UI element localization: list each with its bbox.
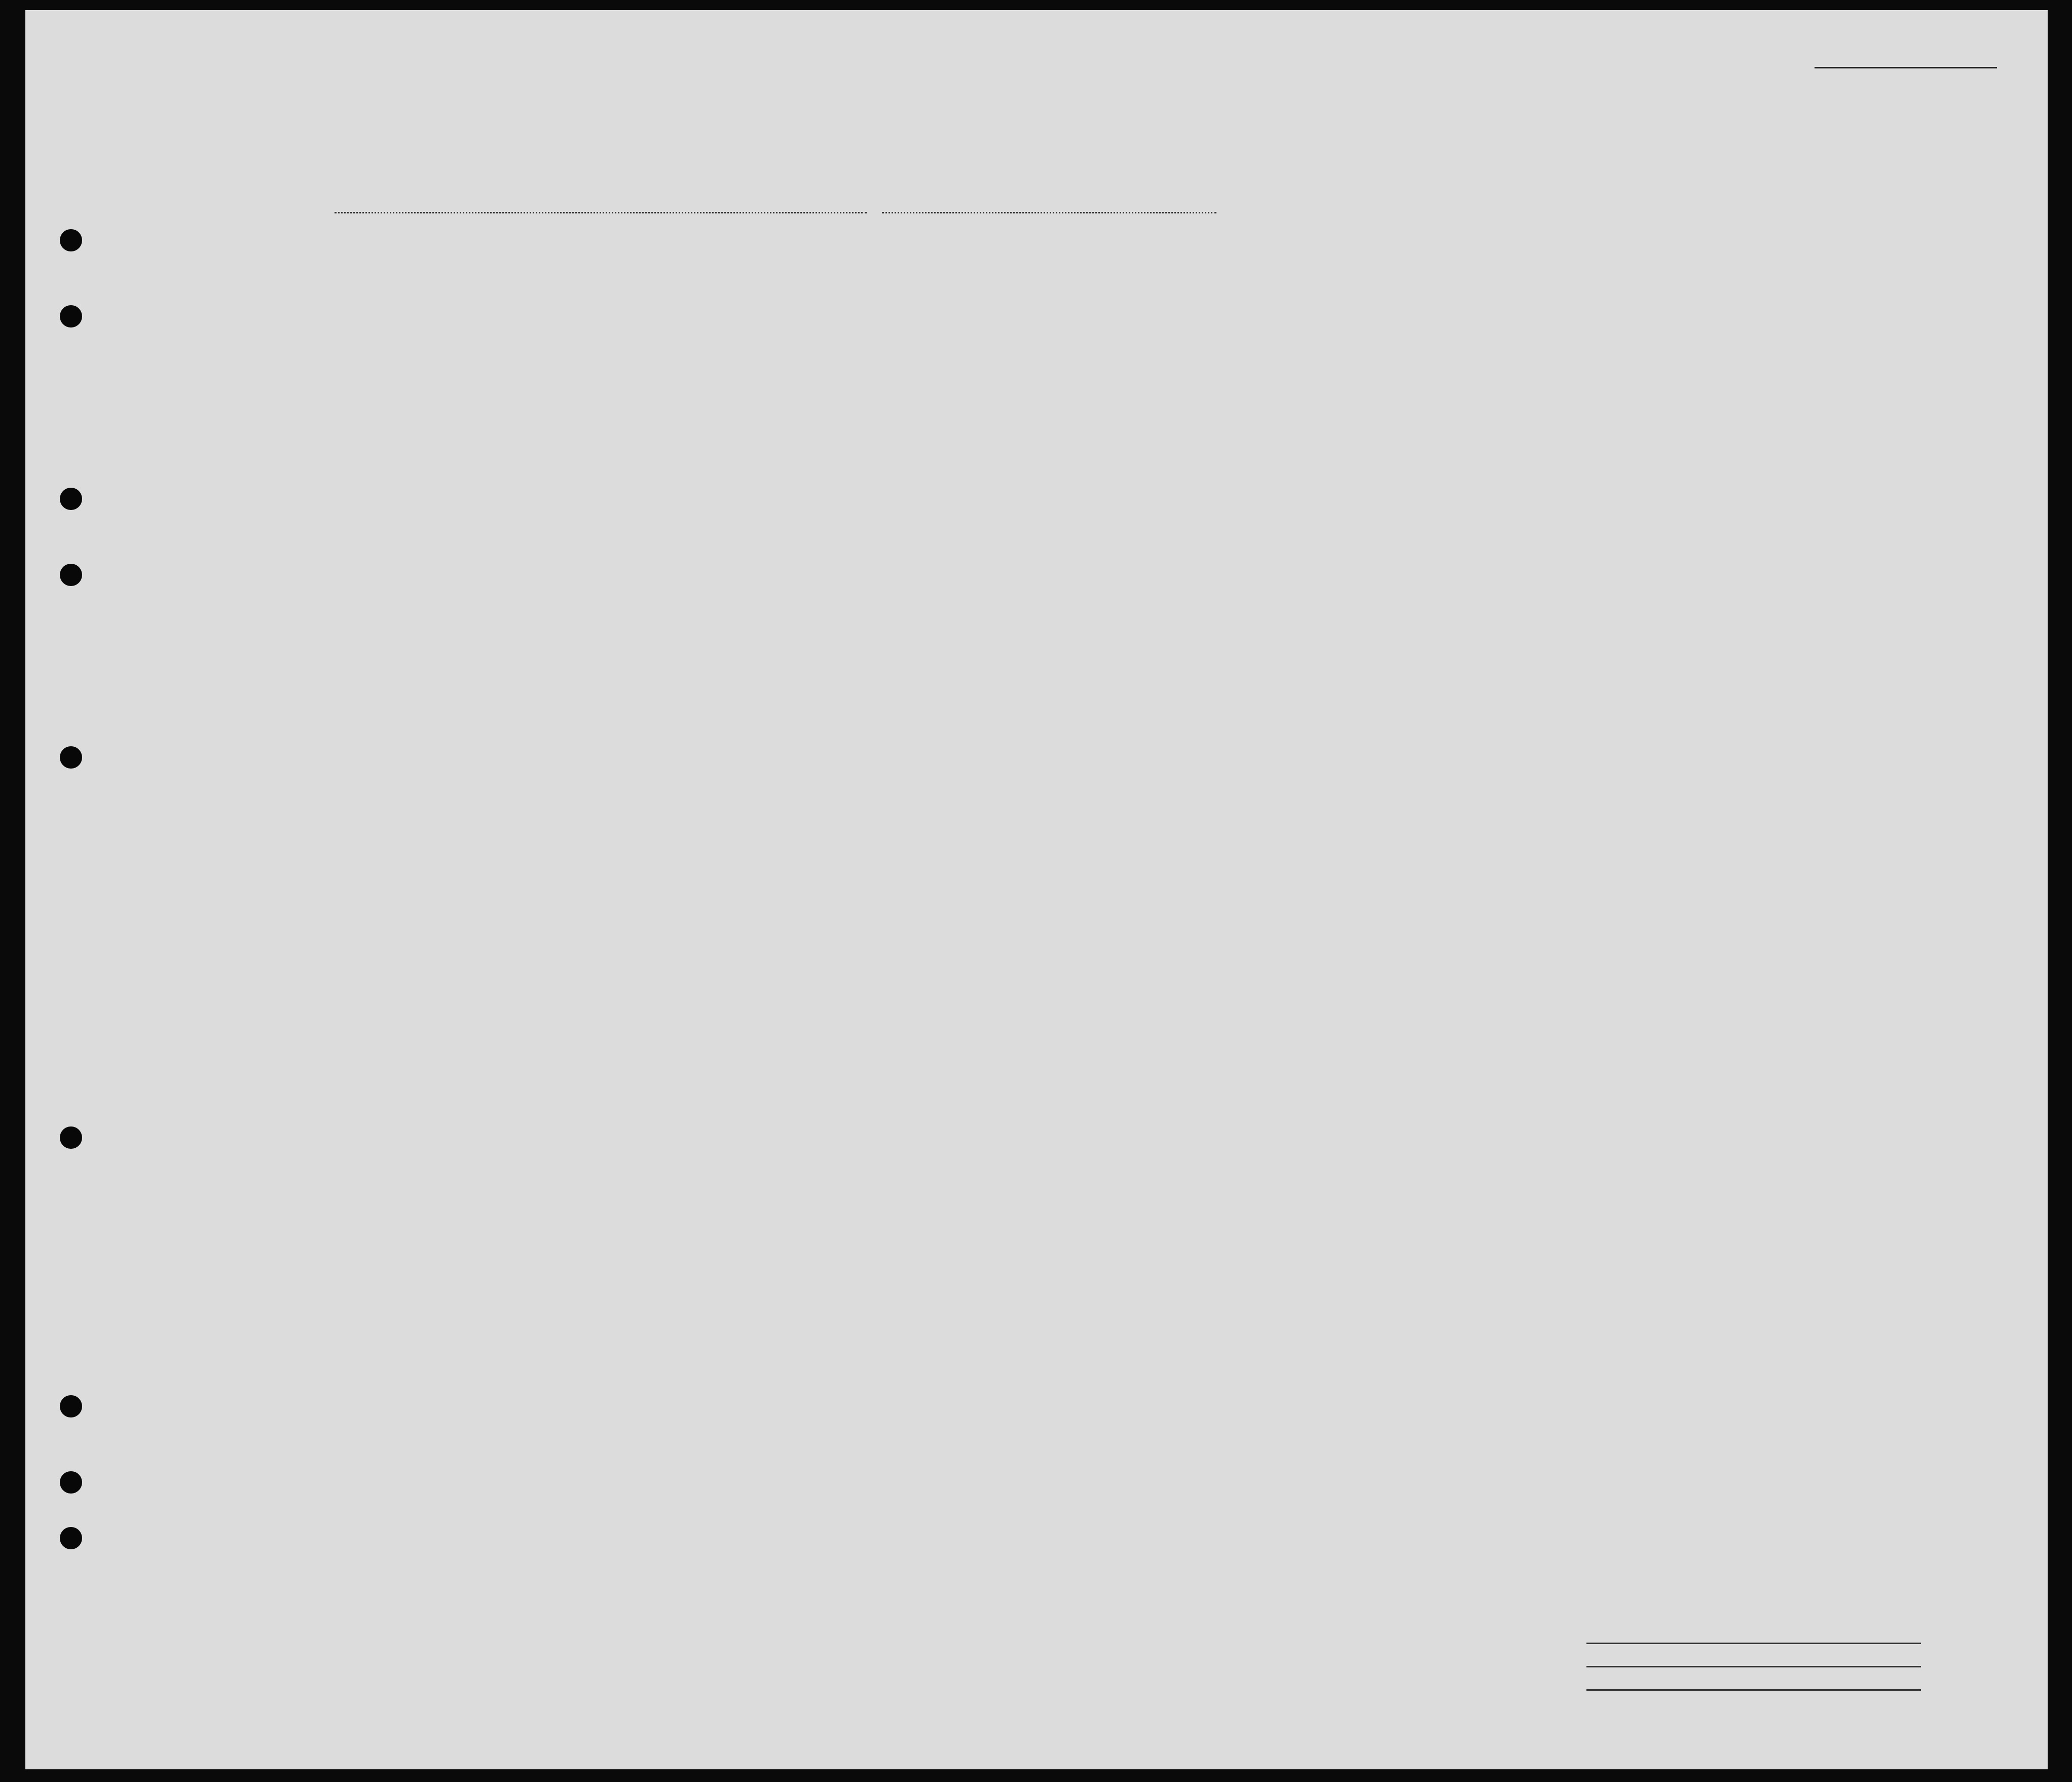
binder-hole (60, 564, 82, 586)
binder-hole (60, 305, 82, 328)
binder-hole (60, 229, 82, 251)
list-number-line (1815, 67, 1997, 68)
line-field (1586, 1643, 1921, 1644)
binder-hole (60, 1471, 82, 1494)
binder-hole (60, 1527, 82, 1549)
date-line (882, 212, 1216, 213)
binder-hole (60, 746, 82, 769)
manifest-grid (96, 233, 2002, 1663)
binder-hole (60, 1395, 82, 1417)
binder-hole (60, 488, 82, 510)
port-line (335, 212, 867, 213)
local-agents-field (1586, 1689, 1921, 1691)
owners-field (1586, 1666, 1921, 1667)
binder-hole (60, 1126, 82, 1149)
